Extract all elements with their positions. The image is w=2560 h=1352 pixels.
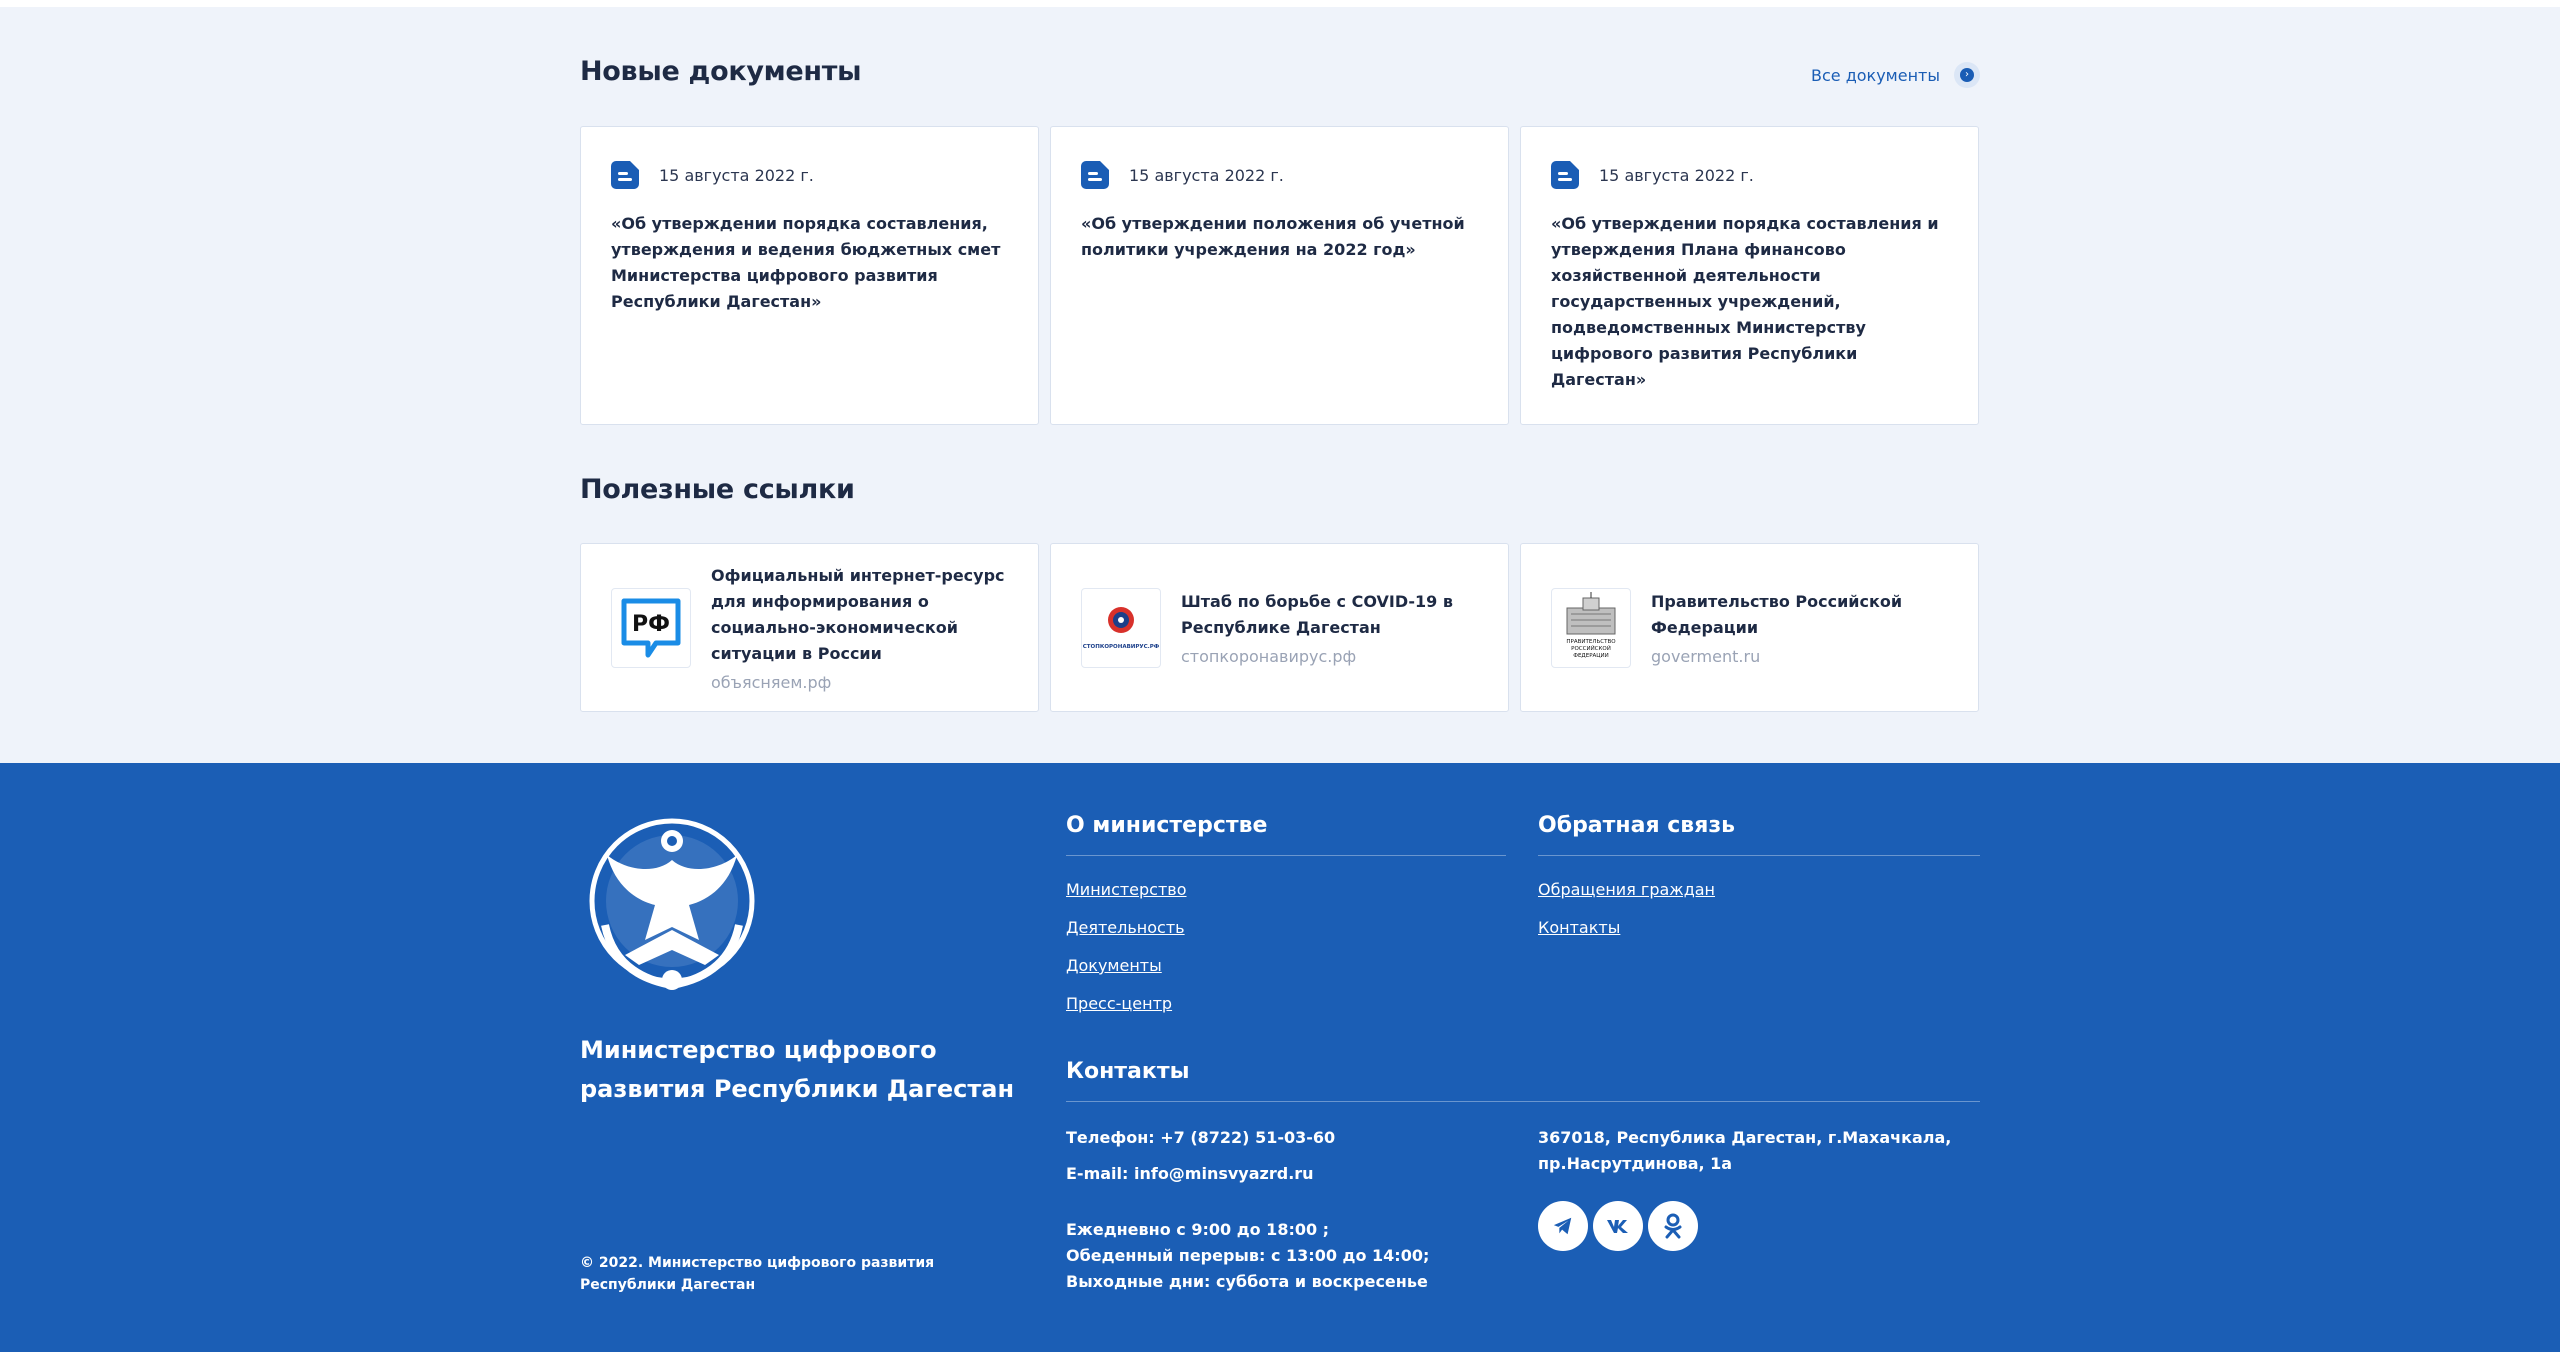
vk-icon[interactable] (1593, 1201, 1643, 1251)
svg-text:ФЕДЕРАЦИИ: ФЕДЕРАЦИИ (1573, 652, 1609, 659)
useful-links-title: Полезные ссылки (580, 474, 855, 505)
government-logo (1551, 588, 1631, 668)
document-icon (1081, 161, 1109, 189)
document-title[interactable]: «Об утверждении порядка составления, утверждения и ведения бюджетных смет Министерства цифрового развития Республики Дагестан» (611, 214, 1001, 311)
svg-text:ПРАВИТЕЛЬСТВО: ПРАВИТЕЛЬСТВО (1566, 638, 1616, 645)
all-documents-link[interactable] (1811, 62, 1980, 88)
odnoklassniki-icon[interactable] (1648, 1201, 1698, 1251)
useful-link-title: Официальный интернет-ресурс для информирования о социально-экономической ситуации в России (711, 566, 1005, 663)
new-documents-title: Новые документы (580, 56, 862, 87)
contact-phone[interactable]: Телефон: +7 (8722) 51-03-60 (1066, 1128, 1336, 1147)
document-date: 15 августа 2022 г. (1129, 165, 1284, 185)
svg-text:РОССИЙСКОЙ: РОССИЙСКОЙ (1571, 645, 1611, 652)
dagestan-emblem (585, 815, 760, 995)
lunch-break: Обеденный перерыв: с 13:00 до 14:00; (1066, 1246, 1430, 1265)
address-line-2: пр.Насрутдинова, 1а (1538, 1154, 1733, 1173)
working-hours: Ежедневно с 9:00 до 18:00 ; (1066, 1220, 1330, 1239)
telegram-icon[interactable] (1538, 1201, 1588, 1251)
useful-link-title: Правительство Российской Федерации (1651, 592, 1903, 637)
contacts-block (1066, 1059, 1980, 1291)
address-line-1: 367018, Республика Дагестан, г.Махачкала, (1538, 1128, 1952, 1147)
about-heading: О министерстве (1066, 813, 1506, 856)
footer-link-ministry[interactable]: Министерство (1066, 880, 1187, 899)
useful-links-section (580, 474, 1980, 692)
svg-text:СТОПКОРОНАВИРУС.РФ: СТОПКОРОНАВИРУС.РФ (1083, 643, 1159, 650)
useful-link-url: goverment.ru (1651, 647, 1761, 666)
contacts-heading: Контакты (1066, 1059, 1980, 1102)
svg-text:РФ: РФ (632, 611, 670, 637)
feedback-column (1538, 813, 1980, 956)
all-documents-label: Все документы (1810, 65, 1940, 85)
useful-link-url: стопкоронавирус.рф (1181, 647, 1357, 666)
stopcoronavirus-logo (1081, 588, 1161, 668)
obyasnyaem-logo (611, 588, 691, 668)
footer-link-contacts[interactable]: Контакты (1538, 918, 1621, 937)
document-title[interactable]: «Об утверждении положения об учетной политики учреждения на 2022 год» (1081, 214, 1465, 259)
footer-link-documents[interactable]: Документы (1066, 956, 1162, 975)
ministry-name: Министерство цифрового развития Республики Дагестан (580, 1036, 1015, 1103)
footer-link-appeals[interactable]: Обращения граждан (1538, 880, 1716, 899)
useful-link-card[interactable] (1520, 543, 1979, 712)
useful-link-title: Штаб по борьбе с COVID-19 в Республике Дагестан (1181, 592, 1454, 637)
footer-link-press-center[interactable]: Пресс-центр (1066, 994, 1173, 1013)
useful-link-url: объясняем.рф (711, 673, 832, 692)
document-card[interactable] (1520, 126, 1979, 425)
copyright-text: © 2022. Министерство цифрового развития Республики Дагестан (580, 1255, 935, 1293)
feedback-heading: Обратная связь (1538, 813, 1980, 856)
document-title[interactable]: «Об утверждении порядка составления и утверждения Плана финансово хозяйственной деятельности государственных учреждений, подведомственных Министерству цифрового развития Республики Дагестан» (1551, 214, 1939, 389)
footer (0, 763, 2560, 1352)
document-card[interactable] (1050, 126, 1509, 425)
useful-link-card[interactable] (1050, 543, 1509, 712)
social-links (1538, 1201, 1980, 1251)
footer-link-activity[interactable]: Деятельность (1066, 918, 1185, 937)
document-date: 15 августа 2022 г. (1599, 165, 1754, 185)
document-icon (611, 161, 639, 189)
document-date: 15 августа 2022 г. (659, 165, 814, 185)
contact-email[interactable]: E-mail: info@minsvyazrd.ru (1066, 1164, 1314, 1183)
weekend-days: Выходные дни: суббота и воскресенье (1066, 1272, 1428, 1291)
new-documents-section (580, 56, 1980, 389)
about-column (1066, 813, 1506, 1032)
top-strip (0, 0, 2560, 7)
document-card[interactable] (580, 126, 1039, 425)
useful-link-card[interactable] (580, 543, 1039, 712)
document-icon (1551, 161, 1579, 189)
arrow-right-icon: › (1954, 62, 1980, 88)
